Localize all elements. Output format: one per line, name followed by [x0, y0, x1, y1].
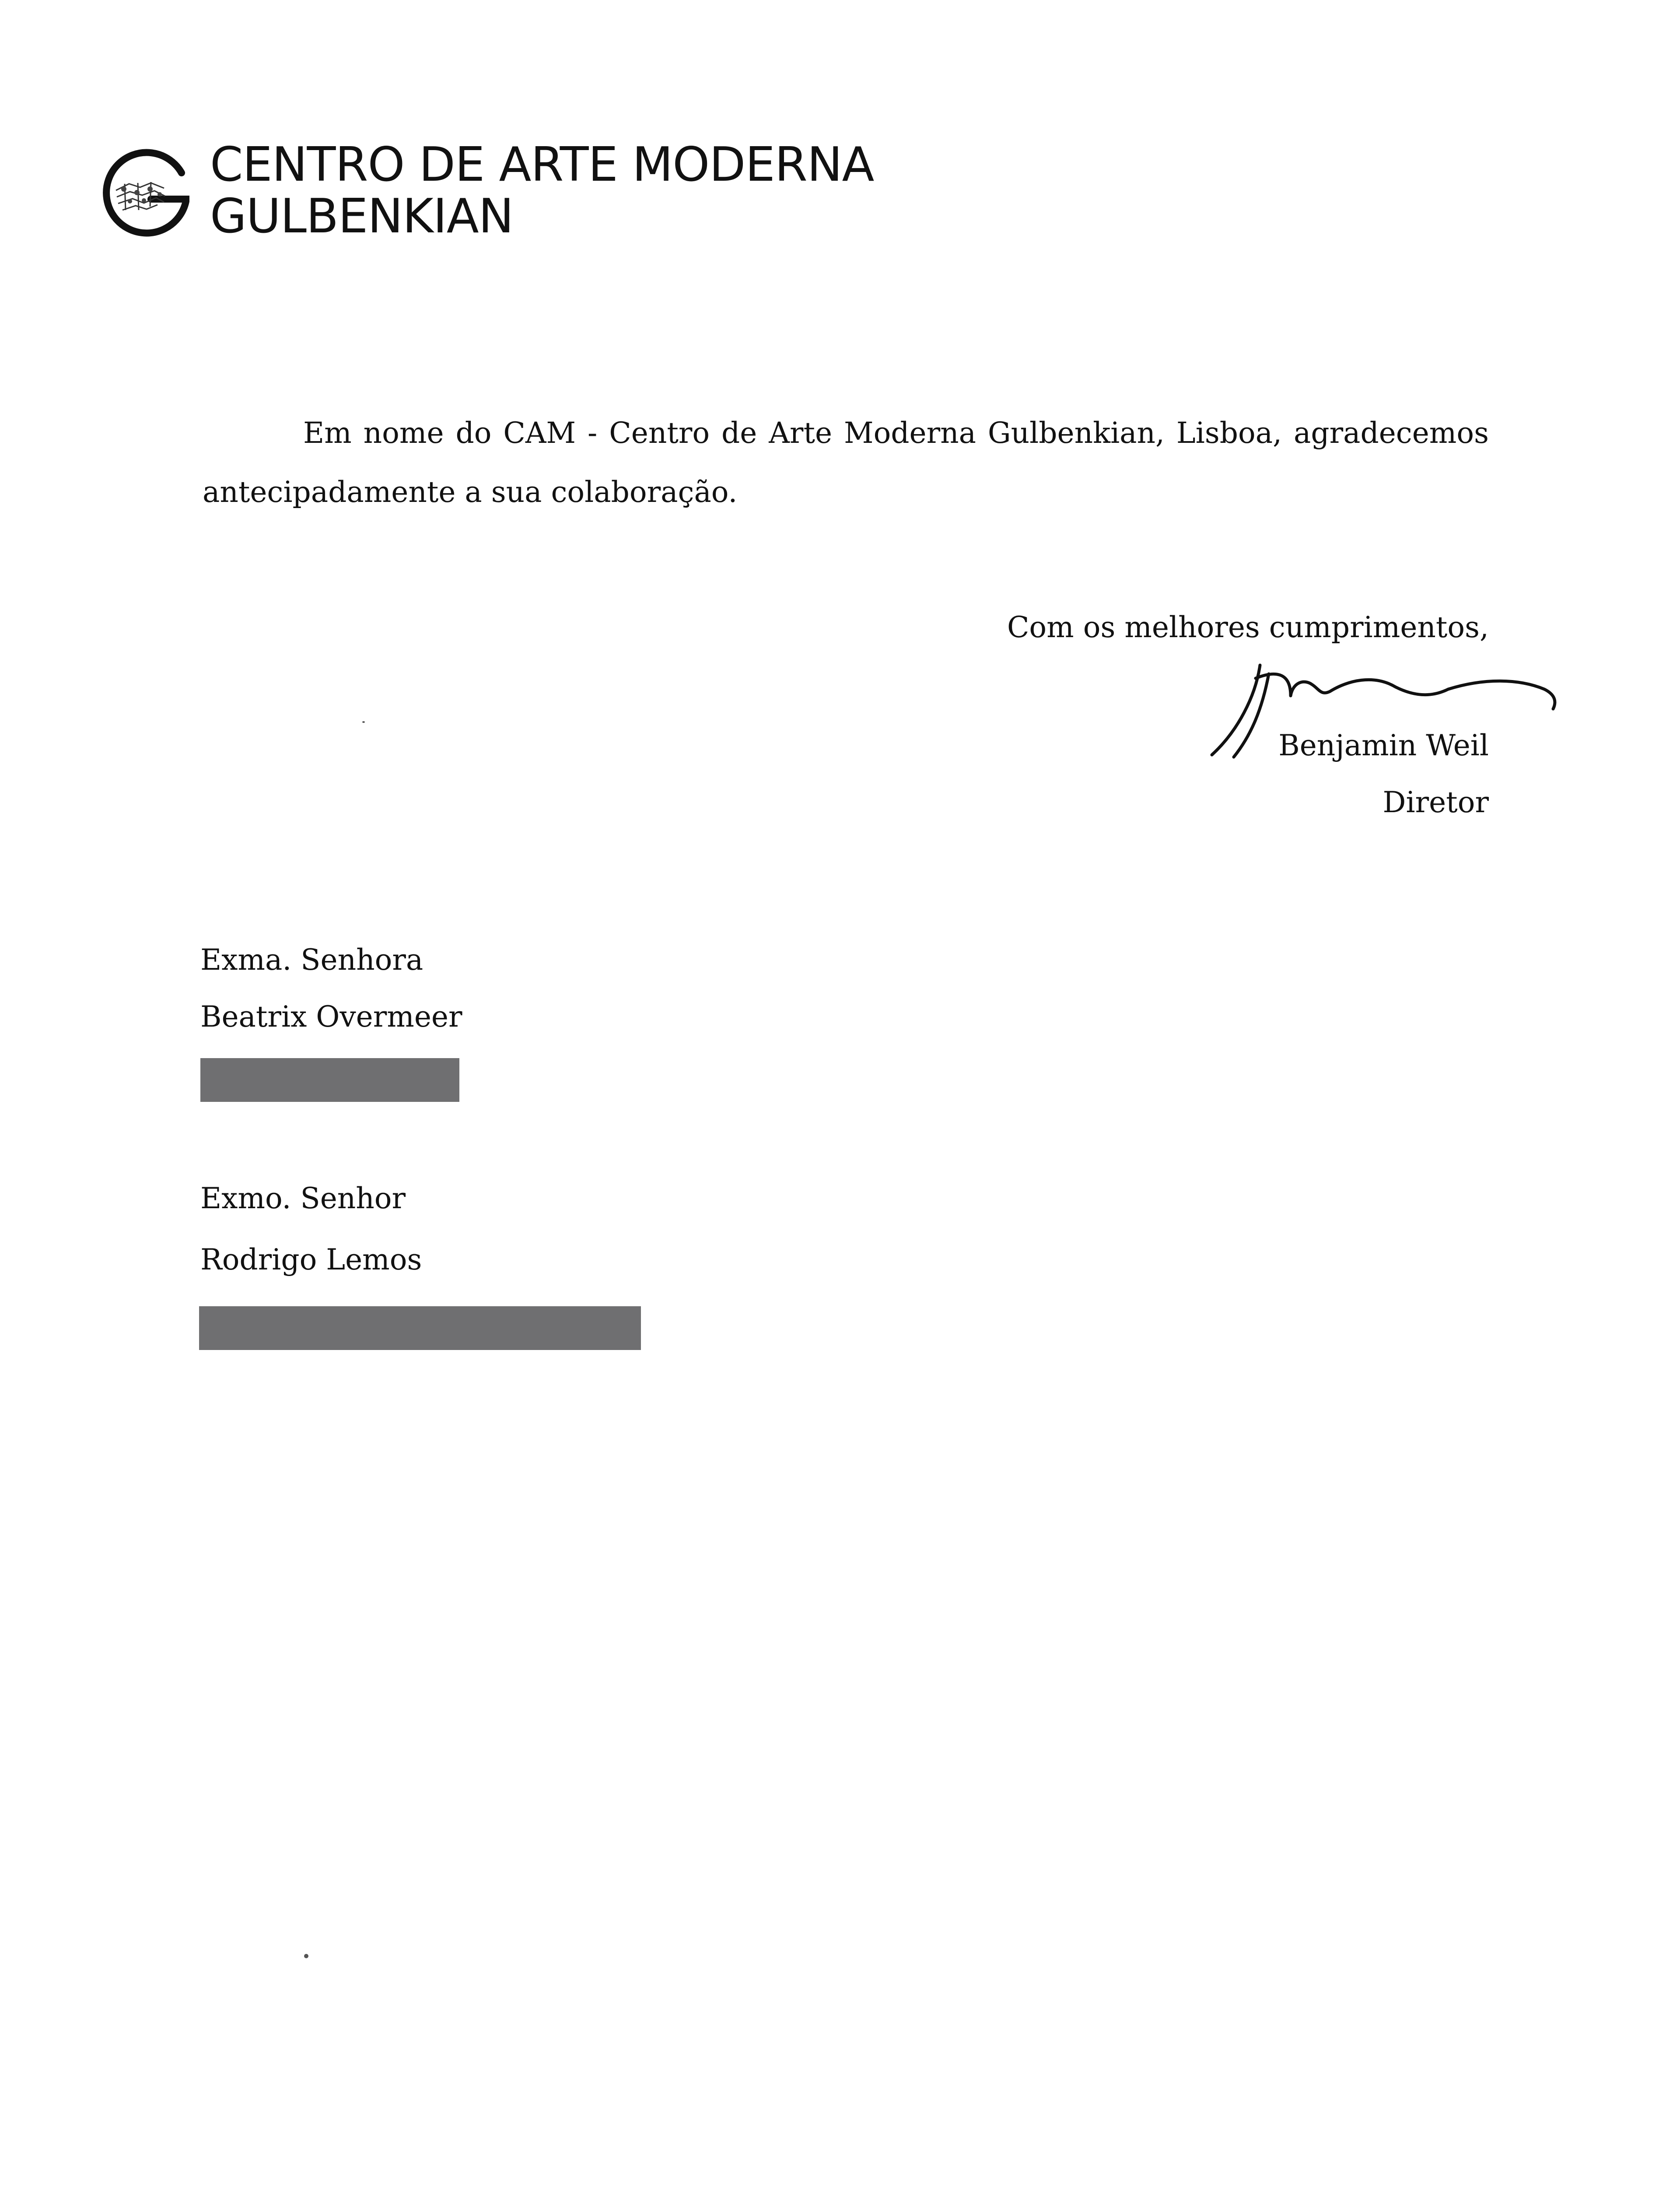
gulbenkian-g-logo-icon	[98, 149, 195, 245]
recipient-2-name: Rodrigo Lemos	[200, 1243, 422, 1276]
closing-salutation: Com os melhores cumprimentos,	[1007, 610, 1489, 644]
org-name-line1: CENTRO DE ARTE MODERNA	[210, 137, 874, 192]
redacted-address-2	[199, 1306, 641, 1350]
scan-speck	[304, 1954, 308, 1958]
org-name-line2: GULBENKIAN	[210, 189, 514, 244]
body-paragraph	[203, 403, 1489, 522]
signer-name: Benjamin Weil	[1278, 729, 1489, 762]
scan-speck	[362, 721, 365, 723]
recipient-2-title: Exmo. Senhor	[200, 1182, 406, 1215]
organization-name	[210, 139, 874, 242]
redacted-address-1	[200, 1058, 459, 1102]
body-line-1: Em nome do CAM - Centro de Arte Moderna Gulbenkian, Lisboa, agradecemos	[303, 416, 1489, 450]
body-line-2: antecipadamente a sua colaboração.	[203, 475, 738, 509]
recipient-1-name: Beatrix Overmeer	[200, 1000, 462, 1034]
recipient-1-title: Exma. Senhora	[200, 943, 424, 977]
signer-role: Diretor	[1382, 785, 1489, 819]
